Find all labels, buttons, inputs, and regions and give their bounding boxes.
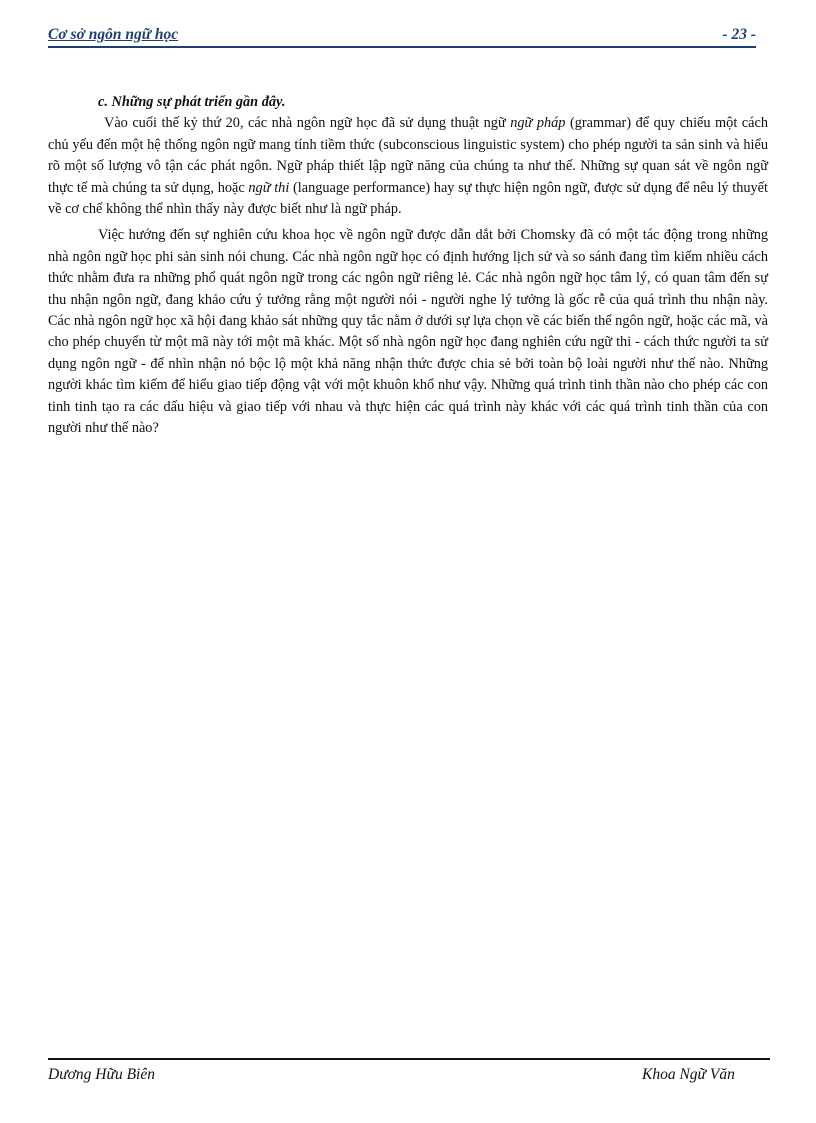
- term-ngu-thi: ngữ thi: [248, 179, 290, 196]
- page-number: - 23 -: [722, 26, 756, 43]
- paragraph-1-text-b: (grammar) để quy chiếu một cách chủ yếu đến một hệ thống ngôn ngữ mang tính tiềm thức (subconscious linguistic system) cho phép người ta sản sinh và hiểu rõ một số lượng vô tận các phát ngôn. Ngữ pháp thiết lập ngữ năng của chúng ta như thế. Những sự quan sát về ngôn ngữ thực tế mà chúng ta sử dụng, hoặc: [48, 115, 768, 196]
- paragraph-2: Việc hướng đến sự nghiên cứu khoa học về ngôn ngữ được dẫn dắt bởi Chomsky đã có một tác động trong những nhà ngôn ngữ học phi sản sinh nói chung. Các nhà ngôn ngữ học có định hướng lịch sử và so sánh đang tìm kiếm nhiều cách thức nhằm đưa ra những phổ quát ngôn ngữ trong các ngôn ngữ riêng lẻ. Các nhà ngôn ngữ học tâm lý, có quan tâm đến sự thu nhận ngôn ngữ, đang khảo cứu ý tưởng rằng một người nói - người nghe lý tưởng là gốc rễ của quá trình thu nhận này. Các nhà ngôn ngữ học xã hội đang khảo sát những quy tắc nằm ở dưới sự lựa chọn về các biến thể ngôn ngữ, hoặc các mã, và cho phép chuyển từ một mã này tới một mã khác. Một số nhà ngôn ngữ học đang nghiên cứu ngữ thi - cách thức người ta sử dụng ngôn ngữ - để nhìn nhận nó bộc lộ một khả năng nhận thức được chia sẻ bởi toàn bộ loài người như thế nào. Những người khác tìm kiếm để hiểu giao tiếp động vật với một khuôn khổ như vậy. Những quá trình tinh thần nào cho phép các con tinh tinh tạo ra các dấu hiệu và giao tiếp với nhau và thực hiện các quá trình này khác với các quá trình tinh thần của con người như thế nào?: [48, 227, 768, 437]
- footer-department: Khoa Ngữ Văn: [642, 1066, 735, 1083]
- paragraph-1-text-a: Vào cuối thế kỷ thứ 20, các nhà ngôn ngữ học đã sử dụng thuật ngữ: [104, 115, 511, 132]
- document-title: Cơ sở ngôn ngữ học: [48, 26, 179, 43]
- footer-divider: [48, 1058, 770, 1060]
- paragraph-1: [48, 113, 768, 220]
- term-ngu-phap: ngữ pháp: [510, 115, 566, 132]
- section-heading: c. Những sự phát triển gần đây.: [98, 94, 286, 110]
- page-header: [48, 24, 756, 48]
- paragraph-1-text-c: (language performance) hay sự thực hiện ngôn ngữ, được sử dụng để nêu lý thuyết về cơ chế không thể nhìn thấy này được biết như là ngữ pháp.: [48, 179, 769, 218]
- footer-author: Dương Hữu Biên: [48, 1066, 155, 1083]
- page-content: [48, 92, 768, 440]
